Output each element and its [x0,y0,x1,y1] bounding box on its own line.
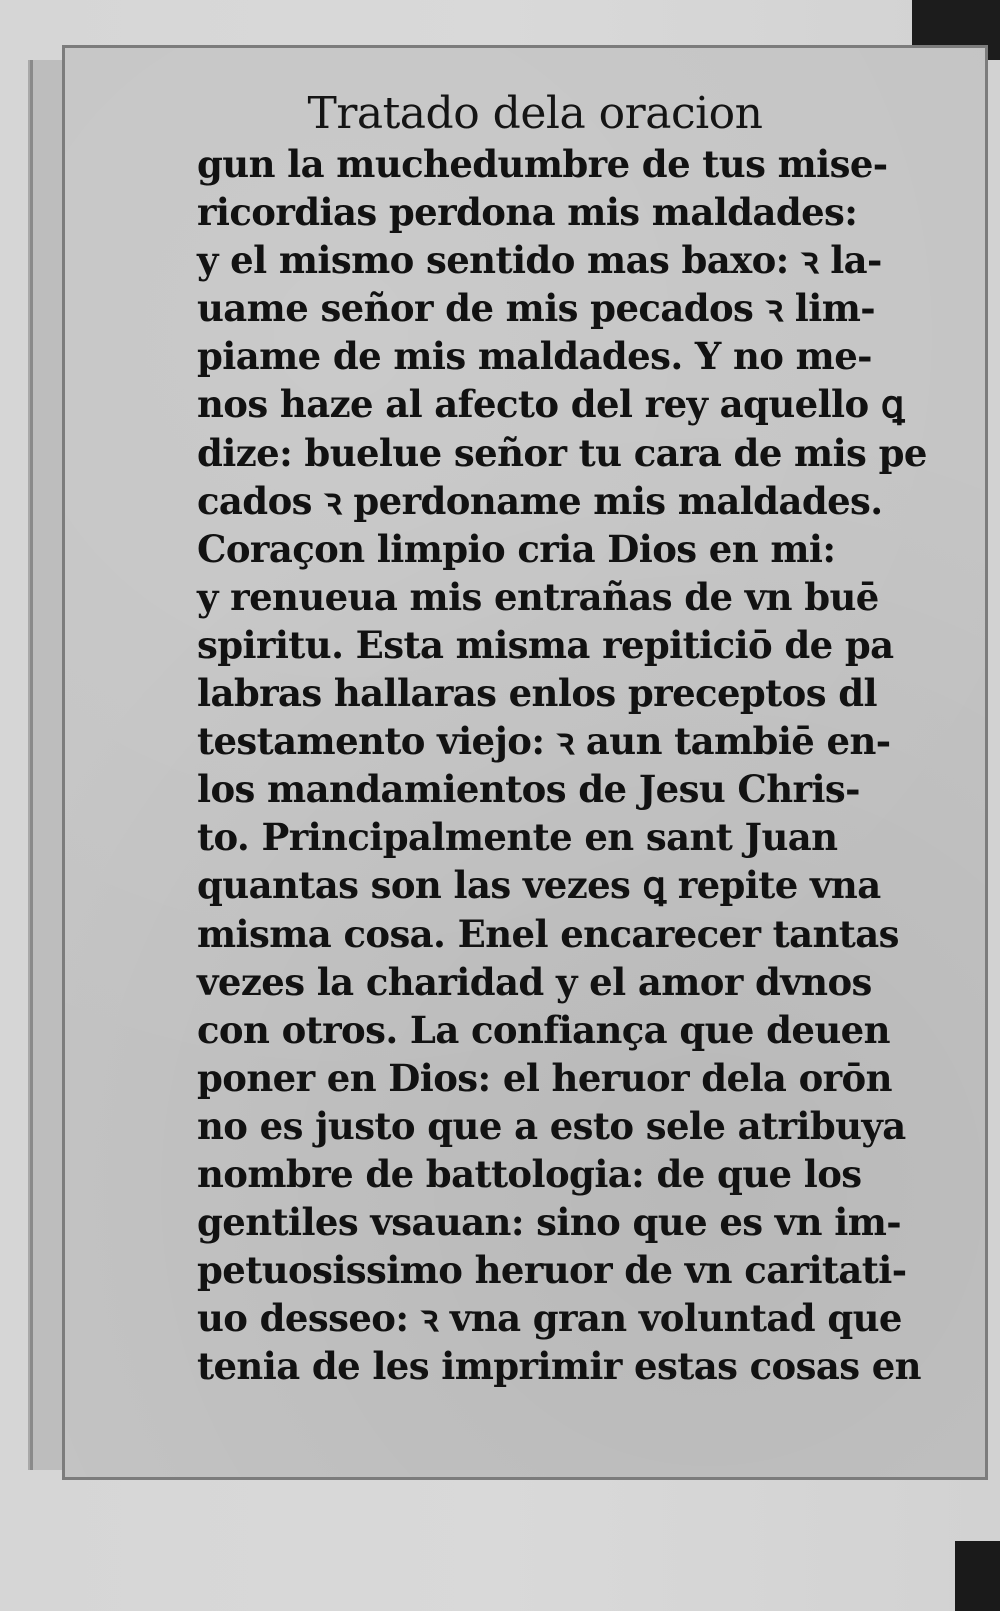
text-line-14: los mandamientos de Jesu Chris- [197,767,860,812]
text-line-9: Coraçon limpio cria Dios en mi: [197,526,836,571]
text-line-1: gun la muchedumbre de tus mise- [197,142,888,186]
text-line-15: to. Principalmente en sant Juan [197,815,838,860]
text-line-4: uame señor de mis pecados ꝛ lim- [197,286,875,331]
text-line-11: spiritu. Esta misma repiticiō de pa [197,622,894,667]
scan-background-corner-bottom [955,1541,1000,1611]
text-line-5: piame de mis maldades. Y no me- [197,334,872,379]
text-line-16: quantas son las vezes ꝗ repite vna [197,863,881,908]
text-line-25: uo desseo: ꝛ vna gran voluntad que [197,1296,902,1341]
book-page [62,45,988,1480]
text-line-22: nombre de battologia: de que los [197,1151,862,1196]
text-line-17: misma cosa. Enel encarecer tantas [197,911,899,956]
body-text [197,140,927,1390]
running-head: Tratado dela oracion [307,88,763,139]
text-line-23: gentiles vsauan: sino que es vn im- [197,1200,902,1245]
text-line-19: con otros. La confiança que deuen [197,1007,890,1052]
text-line-2: ricordias perdona mis maldades: [197,190,858,235]
text-line-7: dize: buelue señor tu cara de mis pe [197,430,927,475]
text-line-3: y el mismo sentido mas baxo: ꝛ la- [197,238,882,283]
text-line-24: petuosissimo heruor de vn caritati- [197,1248,907,1293]
text-line-10: y renueua mis entrañas de vn buē [197,574,879,619]
text-line-12: labras hallaras enlos preceptos dl [197,671,877,716]
text-line-21: no es justo que a esto sele atribuya [197,1103,906,1148]
text-line-6: nos haze al afecto del rey aquello ꝗ [197,382,904,427]
text-line-13: testamento viejo: ꝛ aun tambiē en- [197,719,891,764]
text-line-26: tenia de les imprimir estas cosas en [197,1344,921,1389]
text-line-8: cados ꝛ perdoname mis maldades. [197,478,883,523]
text-line-20: poner en Dios: el heruor dela orōn [197,1055,892,1100]
text-line-18: vezes la charidad y el amor dvnos [197,959,872,1004]
